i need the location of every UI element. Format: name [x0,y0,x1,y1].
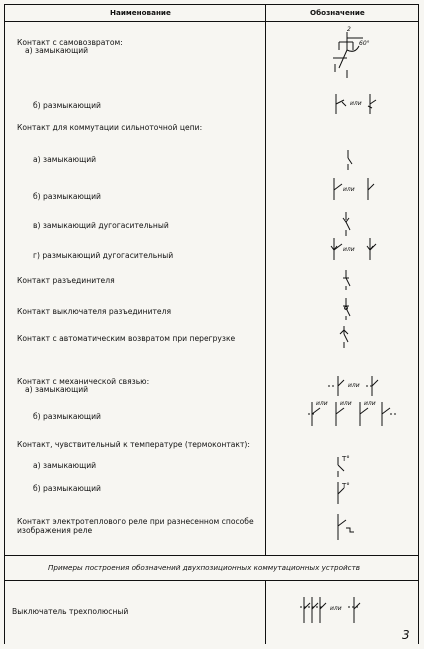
row-item-opening-arc: г) размыкающий дугогасительный [33,251,174,260]
row-three-pole-switch: Выключатель трехполюсный [12,607,129,616]
or-label-2: или [340,400,352,407]
or-label: или [348,382,360,389]
row-title-high-current: Контакт для коммутации сильноточной цепи: [17,123,203,132]
thermal-closing-contact-icon [332,455,352,479]
or-label: или [350,100,362,107]
mechanical-closing-contact-icon [326,374,382,398]
row-item-closing: а) замыкающий [25,385,89,394]
three-pole-switch-icon [298,595,388,625]
angle-label: 60° [359,40,370,47]
or-label: или [330,605,342,612]
row-item-closing: а) замыкающий [25,46,89,55]
self-return-closing-contact-icon [325,28,375,80]
temperature-label: T° [342,482,350,490]
or-label-1: или [316,400,328,407]
row-title-mechanical: Контакт с механической связью: [17,377,150,386]
self-return-opening-contact-icon [332,92,382,116]
header-bottom-border [4,21,418,22]
column-header-symbol: Обозначение [310,8,365,17]
high-current-opening-contact-icon [330,176,380,202]
examples-caption: Примеры построения обозначений двухпозиционных коммутационных устройств [48,563,361,572]
temperature-label: T° [342,455,350,463]
caption-top-border [4,555,418,556]
column-divider-bottom [265,580,266,644]
overload-return-contact-icon [336,324,354,350]
dimension-label: 2 [347,26,351,33]
column-divider [265,4,266,555]
arc-opening-contact-icon [328,236,382,262]
row-thermal-relay-line1: Контакт электротеплового реле при разнесенном способе [17,517,254,526]
row-switch-disconnector: Контакт выключателя разъединителя [17,307,172,316]
disconnector-contact-icon [338,268,354,292]
high-current-closing-contact-icon [340,148,356,172]
thermal-opening-contact-icon [332,480,352,506]
mechanical-opening-contact-icon [306,400,406,428]
row-title-self-return: Контакт с самовозвратом: [17,38,123,47]
row-item-closing: а) замыкающий [33,155,97,164]
row-item-opening: б) размыкающий [33,101,101,110]
table-left-border [4,4,5,644]
row-title-thermal: Контакт, чувствительный к температуре (термоконтакт): [17,440,250,449]
row-item-opening: б) размыкающий [33,412,101,421]
row-disconnector: Контакт разъединителя [17,276,115,285]
column-header-name: Наименование [110,8,171,17]
row-item-closing-arc: в) замыкающий дугогасительный [33,221,169,230]
row-item-closing: а) замыкающий [33,461,97,470]
arc-closing-contact-icon [338,210,354,238]
table-top-border [4,4,418,5]
row-auto-return: Контакт с автоматическим возвратом при перегрузке [17,334,236,343]
or-label: или [343,246,355,253]
row-item-opening: б) размыкающий [33,192,101,201]
table-right-border [418,4,419,644]
row-item-opening: б) размыкающий [33,484,101,493]
thermal-relay-contact-icon [332,512,356,542]
caption-bottom-border [4,580,418,581]
row-thermal-relay-line2: изображения реле [17,526,93,535]
switch-disconnector-contact-icon [338,296,354,322]
or-label: или [343,186,355,193]
page-number: 3 [402,628,410,642]
or-label-3: или [364,400,376,407]
